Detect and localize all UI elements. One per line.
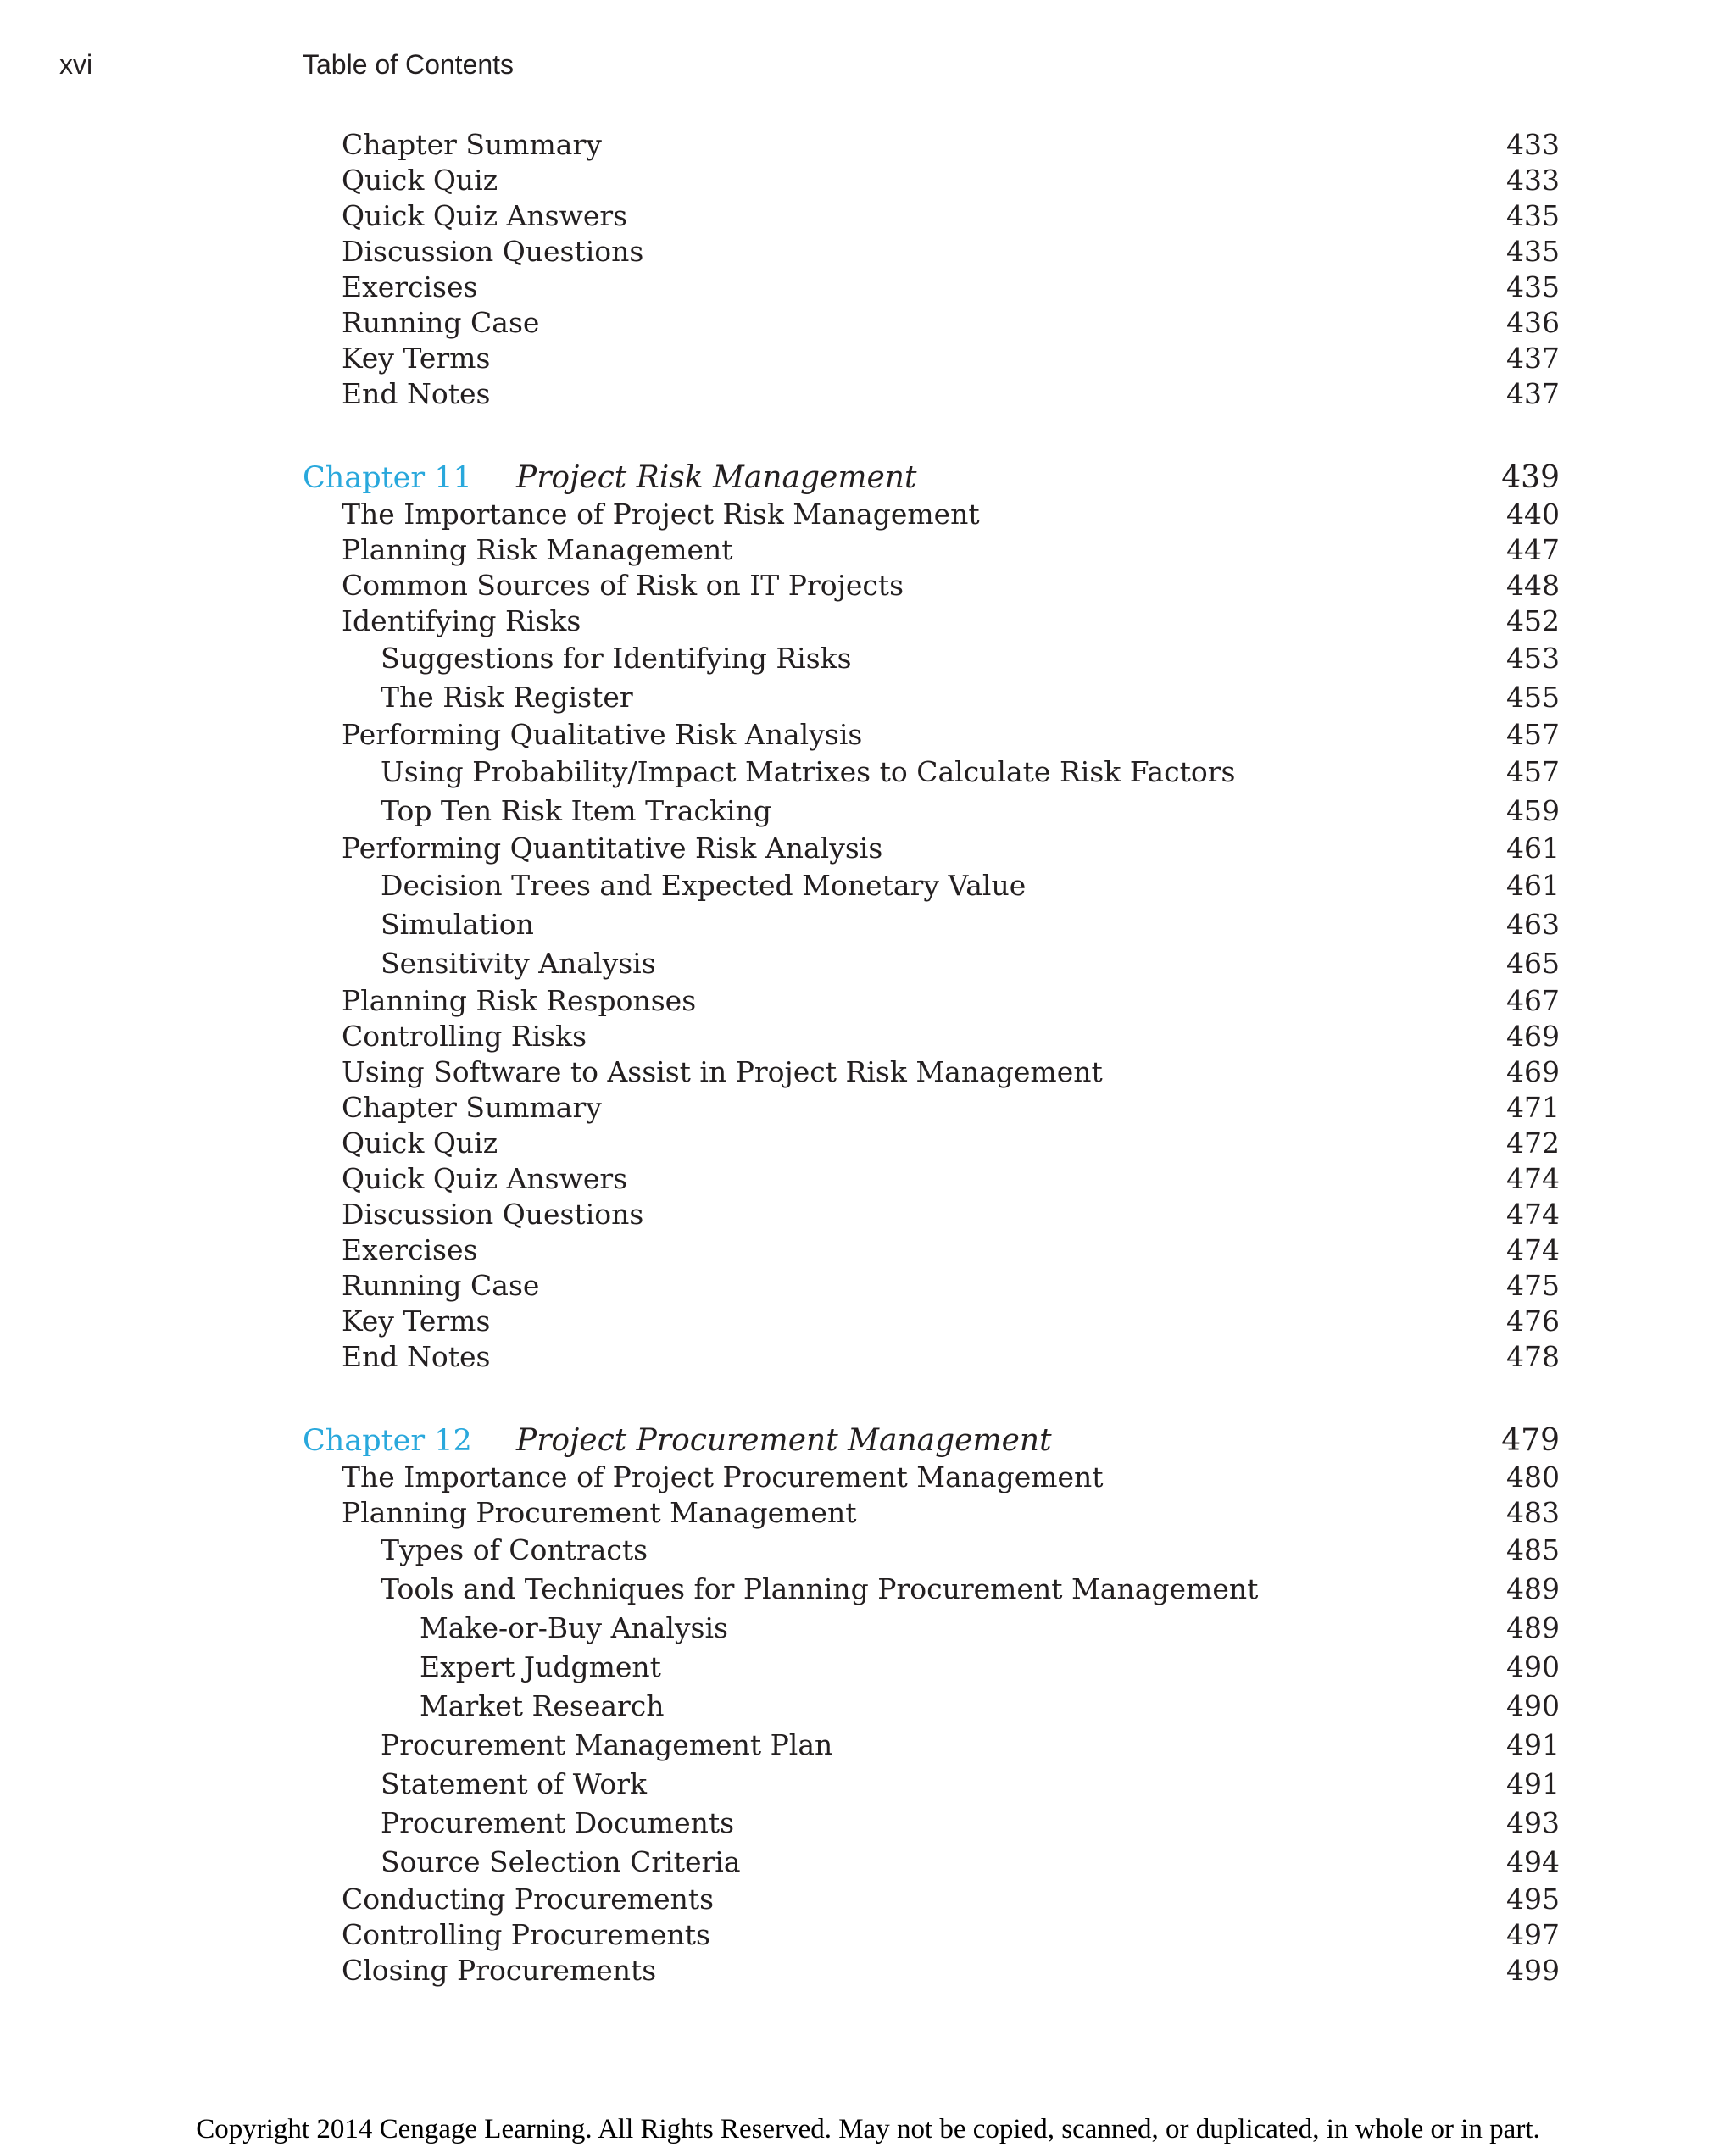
- toc-entry[interactable]: Identifying Risks 452: [342, 604, 1560, 637]
- toc-entry[interactable]: Chapter Summary 433: [342, 128, 1560, 161]
- chapter-12-section: [303, 1422, 1560, 1988]
- toc-entry[interactable]: Key Terms 476: [342, 1304, 1560, 1338]
- toc-subentry[interactable]: Procurement Management Plan 491: [381, 1728, 1560, 1761]
- toc-subentry[interactable]: Tools and Techniques for Planning Procurement Management 489: [381, 1572, 1560, 1605]
- toc-entry[interactable]: Using Software to Assist in Project Risk Management 469: [342, 1055, 1560, 1088]
- toc-entry[interactable]: Planning Risk Responses 467: [342, 984, 1560, 1017]
- toc-entry[interactable]: Running Case 475: [342, 1269, 1560, 1302]
- toc-subentry[interactable]: Sensitivity Analysis 465: [381, 947, 1560, 980]
- toc-subsubentry[interactable]: Market Research 490: [420, 1689, 1560, 1722]
- toc-entry[interactable]: Controlling Procurements 497: [342, 1918, 1560, 1951]
- toc-subentry[interactable]: Types of Contracts 485: [381, 1533, 1560, 1566]
- toc-subentry[interactable]: Statement of Work 491: [381, 1767, 1560, 1800]
- toc-entry[interactable]: End Notes 478: [342, 1340, 1560, 1373]
- toc-entry[interactable]: Closing Procurements 499: [342, 1954, 1560, 1987]
- toc-entry[interactable]: Running Case 436: [342, 306, 1560, 339]
- toc-entry[interactable]: Discussion Questions 474: [342, 1198, 1560, 1231]
- toc-subsubentry[interactable]: Make-or-Buy Analysis 489: [420, 1611, 1560, 1644]
- running-head: [0, 49, 1736, 92]
- toc-entry[interactable]: Key Terms 437: [342, 342, 1560, 375]
- toc-subsubentry[interactable]: Expert Judgment 490: [420, 1650, 1560, 1683]
- toc-entry[interactable]: Quick Quiz 433: [342, 164, 1560, 197]
- toc-subentry[interactable]: Simulation 463: [381, 908, 1560, 941]
- chapter-number: Chapter 11: [303, 461, 472, 495]
- chapter-heading[interactable]: [303, 1422, 1560, 1460]
- toc-entry[interactable]: Quick Quiz 472: [342, 1126, 1560, 1160]
- toc-subentry[interactable]: Decision Trees and Expected Monetary Value 461: [381, 869, 1560, 902]
- toc-subentry[interactable]: Suggestions for Identifying Risks 453: [381, 642, 1560, 675]
- chapter-heading[interactable]: [303, 459, 1560, 497]
- toc-entry[interactable]: Planning Risk Management 447: [342, 533, 1560, 566]
- toc-subentry[interactable]: The Risk Register 455: [381, 681, 1560, 714]
- toc-entry[interactable]: The Importance of Project Risk Management 440: [342, 498, 1560, 531]
- chapter-title: Project Risk Management: [516, 460, 917, 495]
- running-head-title: Table of Contents: [303, 49, 515, 80]
- page-folio: xvi: [59, 49, 93, 80]
- toc-entry[interactable]: Quick Quiz Answers 474: [342, 1162, 1560, 1195]
- toc-entry[interactable]: Exercises 474: [342, 1233, 1560, 1266]
- chapter-title: Project Procurement Management: [516, 1423, 1052, 1458]
- toc-subentry[interactable]: Top Ten Risk Item Tracking 459: [381, 794, 1560, 827]
- toc-entry[interactable]: Performing Qualitative Risk Analysis 457: [342, 718, 1560, 751]
- toc-entry[interactable]: Exercises 435: [342, 270, 1560, 303]
- chapter-number: Chapter 12: [303, 1424, 472, 1458]
- toc-entry[interactable]: Discussion Questions 435: [342, 235, 1560, 268]
- toc-entry[interactable]: The Importance of Project Procurement Management 480: [342, 1460, 1560, 1493]
- toc-entry[interactable]: Conducting Procurements 495: [342, 1883, 1560, 1916]
- toc-subentry[interactable]: Using Probability/Impact Matrixes to Calculate Risk Factors 457: [381, 755, 1560, 788]
- toc-entry[interactable]: Chapter Summary 471: [342, 1091, 1560, 1124]
- table-of-contents: [303, 127, 1560, 1988]
- toc-entry[interactable]: Controlling Risks 469: [342, 1020, 1560, 1053]
- copyright-notice: Copyright 2014 Cengage Learning. All Rights Reserved. May not be copied, scanned, or duplicated, in whole or in part.: [196, 2114, 1540, 2144]
- toc-subentry[interactable]: Source Selection Criteria 494: [381, 1845, 1560, 1878]
- toc-entry[interactable]: Common Sources of Risk on IT Projects 448: [342, 569, 1560, 602]
- toc-entry[interactable]: Performing Quantitative Risk Analysis 461: [342, 832, 1560, 865]
- toc-entry[interactable]: Quick Quiz Answers 435: [342, 199, 1560, 232]
- toc-entry[interactable]: End Notes 437: [342, 377, 1560, 410]
- chapter-page: 439: [1501, 460, 1560, 495]
- carryover-entries: [303, 127, 1560, 412]
- toc-entry[interactable]: Planning Procurement Management 483: [342, 1496, 1560, 1529]
- chapter-page: 479: [1501, 1423, 1560, 1458]
- toc-subentry[interactable]: Procurement Documents 493: [381, 1806, 1560, 1839]
- chapter-11-section: [303, 459, 1560, 1375]
